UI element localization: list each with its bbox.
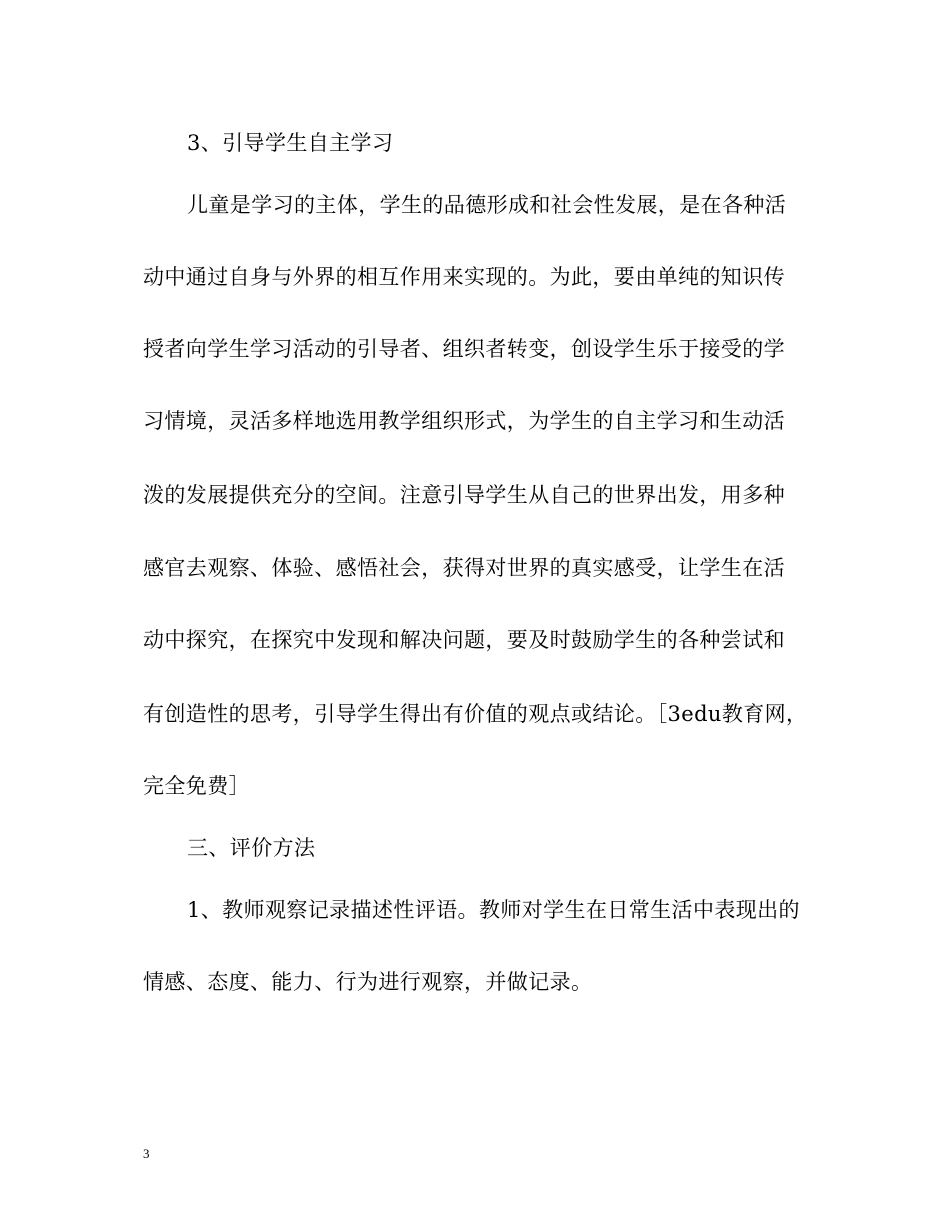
page-number: 3 bbox=[143, 1146, 150, 1161]
paragraph-line: 动中探究，在探究中发现和解决问题，要及时鼓励学生的各种尝试和 bbox=[143, 628, 785, 652]
paragraph-line: 1、教师观察记录描述性评语。教师对学生在日常生活中表现出的 bbox=[187, 898, 800, 922]
paragraph-line: 情感、态度、能力、行为进行观察，并做记录。 bbox=[143, 970, 593, 994]
paragraph-line: 授者向学生学习活动的引导者、组织者转变，创设学生乐于接受的学 bbox=[143, 337, 785, 361]
paragraph-line: 泼的发展提供充分的空间。注意引导学生从自己的世界出发，用多种 bbox=[143, 483, 785, 507]
paragraph-line: 有创造性的思考，引导学生得出有价值的观点或结论。［3edu教育网， bbox=[143, 702, 808, 726]
paragraph-line: 完全免费］ bbox=[143, 774, 250, 798]
paragraph-line: 动中通过自身与外界的相互作用来实现的。为此，要由单纯的知识传 bbox=[143, 265, 785, 289]
paragraph-line: 习情境，灵活多样地选用教学组织形式，为学生的自主学习和生动活 bbox=[143, 409, 785, 433]
section-heading-evaluation: 三、评价方法 bbox=[187, 836, 316, 860]
paragraph-line: 儿童是学习的主体，学生的品德形成和社会性发展，是在各种活 bbox=[187, 193, 787, 217]
paragraph-line: 感官去观察、体验、感悟社会，获得对世界的真实感受，让学生在活 bbox=[143, 556, 785, 580]
section-heading-self-learning: 3、引导学生自主学习 bbox=[187, 131, 394, 155]
